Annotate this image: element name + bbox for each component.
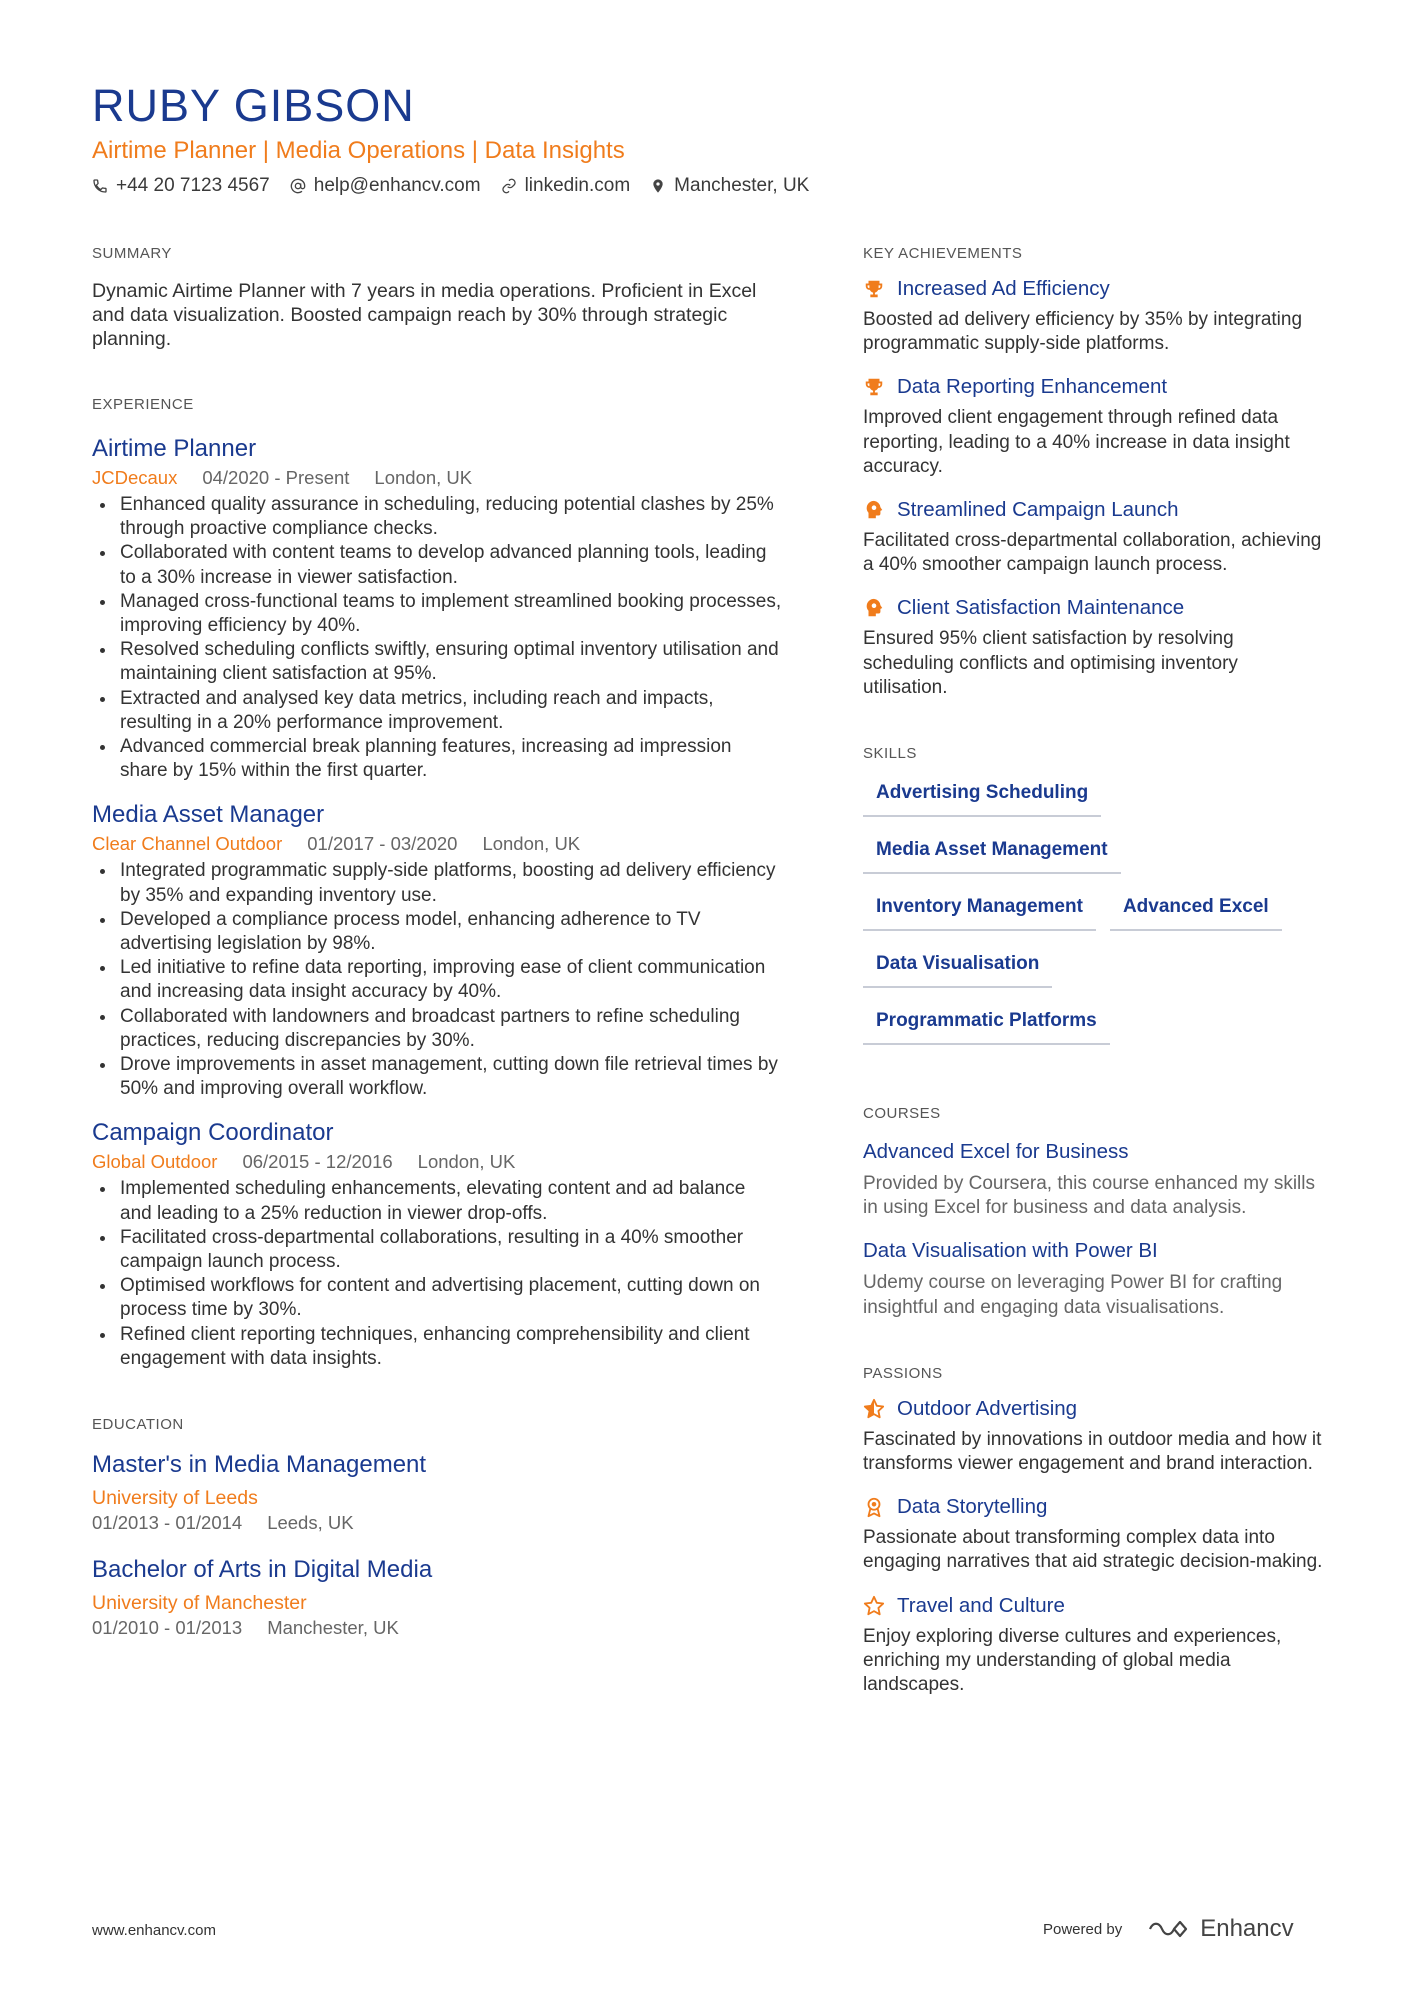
bullet: Refined client reporting techniques, enhancing comprehensibility and client engagement with data insights. (92, 1323, 782, 1371)
award-icon (863, 1496, 885, 1518)
contact-bar (92, 175, 809, 197)
footer-branding (1043, 1915, 1294, 1943)
achievements-title: KEY ACHIEVEMENTS (863, 245, 1023, 262)
experience-title: EXPERIENCE (92, 396, 194, 413)
head-icon (863, 499, 885, 521)
bullet: Enhanced quality assurance in scheduling, reducing potential clashes by 25% through proactive compliance checks. (92, 493, 782, 541)
education-title: EDUCATION (92, 1416, 184, 1434)
job-dates: 04/2020 - Present (202, 467, 350, 488)
achievement-title: Streamlined Campaign Launch (897, 498, 1179, 522)
brand-name: Enhancv (1200, 1915, 1294, 1942)
education-location: Leeds, UK (267, 1512, 354, 1534)
achievement-item (863, 375, 1323, 479)
bullet: Collaborated with landowners and broadcast partners to refine scheduling practices, reducing discrepancies by 30%. (92, 1005, 782, 1053)
courses-title: COURSES (863, 1105, 941, 1123)
company-name: Global Outdoor (92, 1151, 218, 1173)
trophy-icon (863, 278, 885, 300)
company-name: Clear Channel Outdoor (92, 833, 283, 855)
headline: Airtime Planner | Media Operations | Data Insights (92, 137, 625, 164)
bullet: Advanced commercial break planning features, increasing ad impression share by 15% within the first quarter. (92, 735, 782, 783)
education-entry (92, 1556, 782, 1639)
achievement-item (863, 498, 1323, 577)
achievement-item (863, 596, 1323, 700)
passion-title: Travel and Culture (897, 1593, 1065, 1617)
school-name: University of Manchester (92, 1592, 307, 1615)
achievement-desc: Improved client engagement through refined data reporting, leading to a 40% increase in data insight accuracy. (863, 407, 1290, 477)
bullet: Managed cross-functional teams to implement streamlined booking processes, improving efficiency by 40%. (92, 590, 782, 638)
achievement-desc: Ensured 95% client satisfaction by resolving scheduling conflicts and optimising inventory utilisation. (863, 628, 1238, 698)
achievement-item (863, 277, 1323, 356)
education-meta (92, 1617, 782, 1639)
bullet: Integrated programmatic supply-side platforms, boosting ad delivery efficiency by 35% and expanding inventory use. (92, 859, 782, 907)
bullet: Resolved scheduling conflicts swiftly, ensuring optimal inventory utilisation and maintaining client satisfaction at 95%. (92, 638, 782, 686)
passion-item (863, 1594, 1323, 1698)
job-title: Airtime Planner (92, 435, 257, 462)
passion-item (863, 1397, 1323, 1476)
education-meta (92, 1512, 782, 1534)
education-location: Manchester, UK (267, 1617, 399, 1639)
phone-text: +44 20 7123 4567 (116, 175, 270, 196)
passions-title: PASSIONS (863, 1364, 943, 1382)
phone-icon (92, 178, 108, 194)
bullet: Led initiative to refine data reporting, improving ease of client communication and increasing data insight accuracy by 40%. (92, 956, 782, 1004)
job-entry (92, 1119, 782, 1371)
job-meta (92, 1151, 782, 1173)
bullet: Drove improvements in asset management, cutting down file retrieval times by 50% and improving overall workflow. (92, 1053, 782, 1101)
job-dates: 06/2015 - 12/2016 (242, 1151, 393, 1173)
course-desc: Provided by Coursera, this course enhanced my skills in using Excel for business and data analysis. (863, 1173, 1315, 1219)
passion-desc: Passionate about transforming complex data into engaging narratives that aid strategic decision-making. (863, 1527, 1323, 1573)
bullet: Extracted and analysed key data metrics, including reach and impacts, resulting in a 20% performance improvement. (92, 687, 782, 735)
achievement-title: Client Satisfaction Maintenance (897, 596, 1185, 620)
company-name: JCDecaux (92, 467, 178, 488)
job-title: Media Asset Manager (92, 801, 325, 829)
job-meta (92, 833, 782, 855)
course-desc: Udemy course on leveraging Power BI for crafting insightful and engaging data visualisations. (863, 1272, 1283, 1318)
school-name: University of Leeds (92, 1487, 258, 1510)
course-item (863, 1140, 1323, 1220)
job-bullets (92, 1177, 782, 1371)
skill-tag: Advertising Scheduling (863, 782, 1101, 817)
degree-title: Master's in Media Management (92, 1451, 427, 1479)
bullet: Implemented scheduling enhancements, elevating content and ad balance and leading to a 25% reduction in viewer drop-offs. (92, 1177, 782, 1225)
course-title: Data Visualisation with Power BI (863, 1239, 1158, 1263)
skill-tag: Inventory Management (863, 896, 1096, 931)
link-icon (501, 178, 517, 194)
job-location: London, UK (374, 467, 473, 488)
education-dates: 01/2013 - 01/2014 (92, 1512, 243, 1534)
job-entry (92, 435, 782, 783)
at-icon (290, 178, 306, 194)
achievement-title: Data Reporting Enhancement (897, 375, 1168, 399)
passion-title: Outdoor Advertising (897, 1396, 1078, 1420)
brand-logo[interactable] (1146, 1915, 1293, 1943)
star-half-icon (863, 1398, 885, 1420)
location-text: Manchester, UK (674, 175, 810, 196)
contact-location (650, 175, 809, 197)
footer-website[interactable]: www.enhancv.com (92, 1922, 216, 1939)
degree-title: Bachelor of Arts in Digital Media (92, 1556, 433, 1584)
summary-text: Dynamic Airtime Planner with 7 years in media operations. Proficient in Excel and data visualization. Boosted campaign reach by 30% through strategic planning. (92, 280, 757, 350)
trophy-icon (863, 376, 885, 398)
job-location: London, UK (417, 1151, 516, 1173)
achievement-desc: Boosted ad delivery efficiency by 35% by integrating programmatic supply-side platforms. (863, 309, 1303, 355)
job-location: London, UK (482, 833, 581, 855)
passion-desc: Enjoy exploring diverse cultures and experiences, enriching my understanding of global media landscapes. (863, 1625, 1282, 1696)
enhancv-logo-icon (1146, 1917, 1192, 1941)
education-entry (92, 1451, 782, 1534)
email-text: help@enhancv.com (313, 175, 481, 196)
job-dates: 01/2017 - 03/2020 (307, 833, 458, 855)
skill-tag: Data Visualisation (863, 953, 1052, 988)
skills-list (863, 782, 1323, 1045)
bullet: Optimised workflows for content and advertising placement, cutting down on process time by 30%. (92, 1274, 782, 1322)
contact-linkedin[interactable] (501, 175, 631, 197)
passion-item (863, 1495, 1323, 1574)
job-bullets (92, 859, 782, 1101)
contact-email[interactable] (290, 175, 481, 197)
achievement-desc: Facilitated cross-departmental collaboration, achieving a 40% smoother campaign launch process. (863, 530, 1322, 576)
bullet: Collaborated with content teams to develop advanced planning tools, leading to a 30% increase in viewer satisfaction. (92, 541, 782, 589)
job-meta (92, 467, 782, 489)
contact-phone[interactable] (92, 175, 270, 197)
linkedin-text: linkedin.com (524, 175, 631, 196)
skill-tag: Advanced Excel (1110, 896, 1282, 931)
bullet: Developed a compliance process model, enhancing adherence to TV advertising legislation by 98%. (92, 908, 782, 956)
summary-title: SUMMARY (92, 245, 172, 262)
location-pin-icon (650, 178, 666, 194)
achievement-title: Increased Ad Efficiency (897, 277, 1110, 300)
bullet: Facilitated cross-departmental collaborations, resulting in a 40% smoother campaign launch process. (92, 1226, 782, 1274)
job-entry (92, 801, 782, 1101)
powered-by-label: Powered by (1043, 1920, 1123, 1938)
job-bullets (92, 493, 782, 783)
passion-title: Data Storytelling (897, 1495, 1048, 1519)
passion-desc: Fascinated by innovations in outdoor media and how it transforms viewer engagement and brand interaction. (863, 1428, 1322, 1475)
course-item (863, 1239, 1323, 1319)
right-column (863, 245, 1323, 1697)
education-dates: 01/2010 - 01/2013 (92, 1617, 243, 1639)
star-outline-icon (863, 1595, 885, 1617)
skills-title: SKILLS (863, 745, 917, 763)
head-icon (863, 597, 885, 619)
job-title: Campaign Coordinator (92, 1119, 334, 1147)
course-title: Advanced Excel for Business (863, 1140, 1129, 1164)
skill-tag: Programmatic Platforms (863, 1010, 1110, 1045)
left-column (92, 245, 782, 1639)
skill-tag: Media Asset Management (863, 839, 1121, 874)
candidate-name: RUBY GIBSON (92, 80, 415, 131)
